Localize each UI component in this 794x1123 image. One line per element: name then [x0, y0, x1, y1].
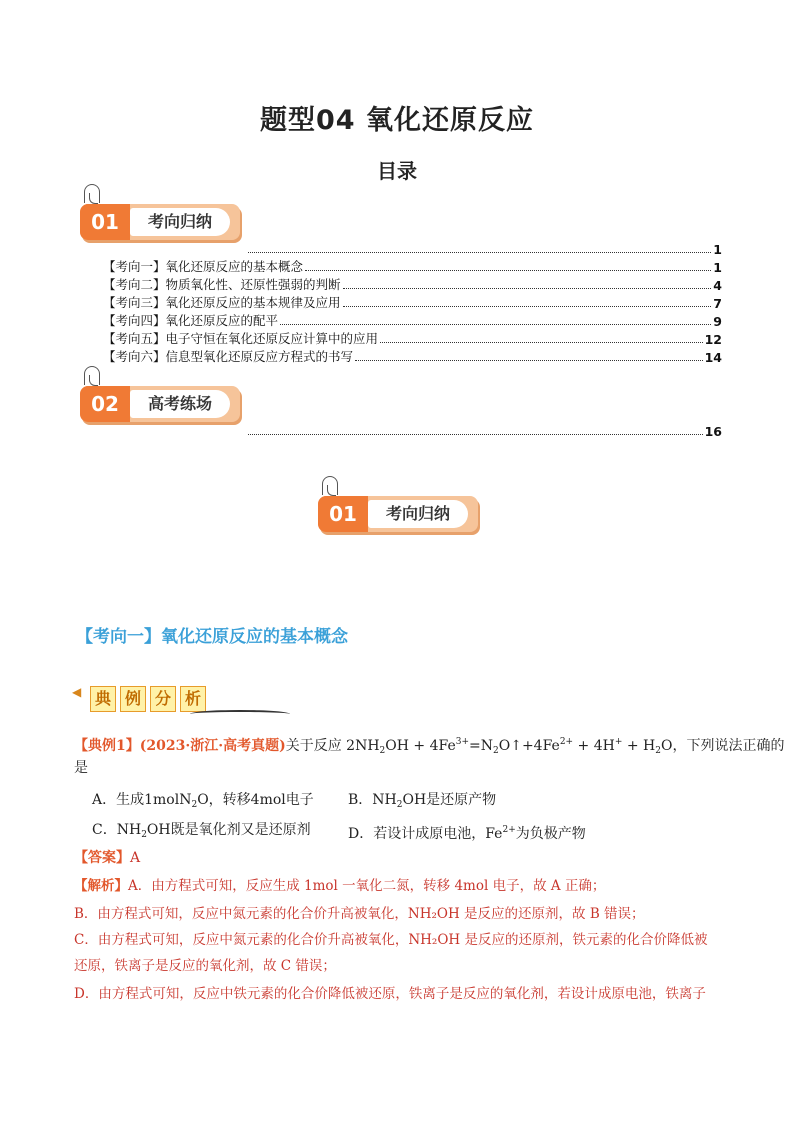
toc-item-label: 【考向一】氧化还原反应的基本概念 [103, 259, 304, 274]
toc-page-number: 16 [704, 424, 722, 439]
badge-char: 分 [150, 686, 176, 712]
example-question: 【典例1】(2023·浙江·高考真题)关于反应 $2NH_2OH$ + $4Fe^{3+}=N_2O↑+4Fe^{2+} + 4H^+ + H_2O$，下列说法正确的 [74, 737, 785, 756]
analysis-label: 【解析】 [74, 878, 128, 894]
page-title: 题型04 氧化还原反应 [260, 105, 534, 136]
toc-item-label: 【考向六】信息型氧化还原反应方程式的书写 [103, 349, 354, 364]
banner-number: 01 [80, 204, 130, 240]
banner-number: 02 [80, 386, 130, 422]
toc-page-number: 1 [713, 260, 722, 275]
reaction-equation: $2NH_2OH$ + $4Fe^{3+}=N_2O↑+4Fe^{2+} + 4H^+ + H_2O$ [346, 737, 673, 756]
example-tag: 【典例1】(2023·浙江·高考真题) [74, 738, 286, 754]
toc-banner-01[interactable] [80, 190, 240, 246]
answer-value: A [130, 850, 141, 866]
badge-char: 析 [180, 686, 206, 712]
badge-char: 典 [90, 686, 116, 712]
toc-item[interactable] [103, 257, 722, 275]
toc-group2-entry[interactable] [246, 421, 722, 439]
toc-item-label: 【考向三】氧化还原反应的基本规律及应用 [103, 295, 341, 310]
section-heading: 【考向一】氧化还原反应的基本概念 [76, 627, 348, 647]
speaker-icon: ◀ [72, 685, 82, 699]
option-b[interactable]: B．$NH_2OH$是还原产物 [348, 792, 497, 810]
toc-page-number: 4 [713, 278, 722, 293]
analysis-line: B．由方程式可知，反应中氮元素的化合价升高被氧化，NH₂OH 是反应的还原剂，故 B 错误； [74, 906, 645, 922]
banner-label: 考向归纳 [130, 208, 230, 236]
banner-number: 01 [318, 496, 368, 532]
toc-page-number: 9 [713, 314, 722, 329]
analysis-line: C．由方程式可知，反应中氮元素的化合价升高被氧化，NH₂OH 是反应的还原剂，铁元素的化合价降低被 [74, 932, 708, 948]
toc-item[interactable] [103, 275, 722, 293]
toc-page-number: 14 [704, 350, 722, 365]
answer-line [74, 848, 140, 868]
toc-banner-02[interactable] [80, 372, 240, 428]
toc-item[interactable] [103, 293, 722, 311]
toc-item[interactable] [103, 347, 722, 365]
toc-item-label: 【考向二】物质氧化性、还原性强弱的判断 [103, 277, 341, 292]
example-analysis-badge [72, 682, 222, 716]
toc-heading: 目录 [377, 159, 417, 183]
option-a[interactable]: A．生成1molN$_2$O，转移4mol电子 [92, 792, 314, 810]
toc-item-label: 【考向四】氧化还原反应的配平 [103, 313, 279, 328]
toc-item[interactable] [103, 311, 722, 329]
analysis-line: 还原，铁离子是反应的氧化剂，故 C 错误； [74, 958, 336, 974]
toc-page-number: 7 [713, 296, 722, 311]
option-c[interactable]: C．$NH_2OH$既是氧化剂又是还原剂 [92, 822, 311, 840]
section-banner-01 [318, 482, 478, 538]
toc-item-label: 【考向五】电子守恒在氧化还原反应计算中的应用 [103, 331, 379, 346]
banner-label: 考向归纳 [368, 500, 468, 528]
example-question-end: 是 [74, 760, 88, 776]
banner-label: 高考练场 [130, 390, 230, 418]
toc-page-number: 1 [713, 242, 722, 257]
analysis-line: D．由方程式可知，反应中铁元素的化合价降低被还原，铁离子是反应的氧化剂，若设计成原电池，铁离子 [74, 986, 706, 1002]
option-d[interactable]: D．若设计成原电池，$Fe^{2+}$为负极产物 [348, 825, 586, 842]
analysis-line: 【解析】A．由方程式可知，反应生成 1mol 一氧化二氮，转移 4mol 电子，故 A 正确； [74, 878, 606, 894]
toc-page-number: 12 [704, 332, 722, 347]
toc-group1-entry[interactable] [246, 239, 722, 257]
answer-label: 【答案】 [74, 850, 130, 866]
badge-char: 例 [120, 686, 146, 712]
toc-item[interactable] [103, 329, 722, 347]
